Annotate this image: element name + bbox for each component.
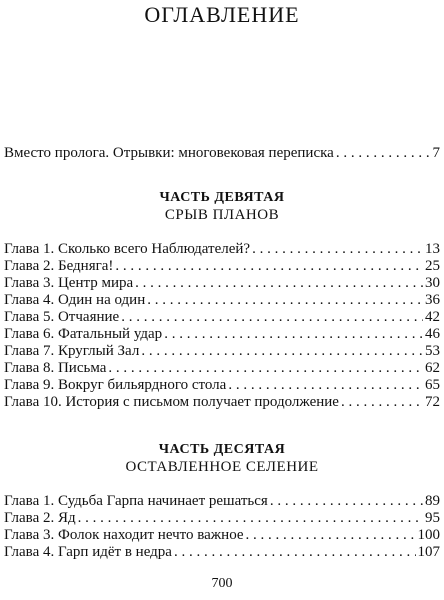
leader-dots xyxy=(341,394,423,411)
entry-label: Глава 5. Отчаяние xyxy=(4,309,120,325)
part-subheading: СРЫВ ПЛАНОВ xyxy=(164,207,280,223)
entry-label: Глава 1. Сколько всего Наблюдателей? xyxy=(4,241,251,257)
entry-label: Глава 7. Круглый Зал xyxy=(4,343,140,359)
part-heading: ЧАСТЬ ДЕСЯТАЯ xyxy=(158,442,286,457)
leader-dots xyxy=(121,309,423,326)
leader-dots xyxy=(108,360,423,377)
page-title: ОГЛАВЛЕНИЕ xyxy=(144,2,300,27)
part-subheading: ОСТАВЛЕННОЕ СЕЛЕНИЕ xyxy=(125,459,319,475)
toc-entry xyxy=(4,292,440,309)
toc-entry xyxy=(4,493,440,510)
entry-page-number: 7 xyxy=(432,145,440,161)
leader-dots xyxy=(78,510,423,527)
entry-label: Глава 8. Письма xyxy=(4,360,107,376)
entry-page-number: 95 xyxy=(425,510,440,526)
toc-entry xyxy=(4,241,440,258)
toc-entry xyxy=(4,544,440,561)
toc-entry xyxy=(4,510,440,527)
toc-entry xyxy=(4,258,440,275)
toc-entry xyxy=(4,343,440,360)
entry-page-number: 89 xyxy=(425,493,440,509)
entry-page-number: 25 xyxy=(425,258,440,274)
toc-entry xyxy=(4,309,440,326)
entry-page-number: 65 xyxy=(425,377,440,393)
leader-dots xyxy=(115,258,423,275)
leader-dots xyxy=(336,145,431,162)
entry-label: Глава 4. Гарп идёт в недра xyxy=(4,544,172,560)
entry-label: Глава 3. Фолок находит нечто важное xyxy=(4,527,244,543)
leader-dots xyxy=(228,377,423,394)
entry-page-number: 46 xyxy=(425,326,440,342)
entry-label: Глава 4. Один на один xyxy=(4,292,146,308)
leader-dots xyxy=(147,292,423,309)
toc-entry xyxy=(4,360,440,377)
leader-dots xyxy=(270,493,423,510)
leader-dots xyxy=(174,544,416,561)
toc-entry xyxy=(4,275,440,292)
entry-label: Глава 10. История с письмом получает продолжение xyxy=(4,394,339,410)
entry-page-number: 30 xyxy=(425,275,440,291)
entry-label: Глава 2. Яд xyxy=(4,510,76,526)
entry-page-number: 42 xyxy=(425,309,440,325)
leader-dots xyxy=(246,527,416,544)
entry-label: Глава 3. Центр мира xyxy=(4,275,134,291)
leader-dots xyxy=(164,326,423,343)
toc-entry xyxy=(4,527,440,544)
page-number-folio: 700 xyxy=(211,576,233,591)
entry-page-number: 53 xyxy=(425,343,440,359)
toc-entry xyxy=(4,377,440,394)
entry-page-number: 36 xyxy=(425,292,440,308)
leader-dots xyxy=(135,275,423,292)
entry-page-number: 13 xyxy=(425,241,440,257)
entry-label: Вместо пролога. Отрывки: многовековая переписка xyxy=(4,145,334,161)
leader-dots xyxy=(141,343,423,360)
entry-page-number: 107 xyxy=(417,544,440,560)
entry-label: Глава 9. Вокруг бильярдного стола xyxy=(4,377,227,393)
entry-label: Глава 2. Бедняга! xyxy=(4,258,114,274)
toc-entry-prologue xyxy=(4,145,440,162)
leader-dots xyxy=(252,241,423,258)
toc-entry xyxy=(4,326,440,343)
entry-label: Глава 6. Фатальный удар xyxy=(4,326,163,342)
toc-entry xyxy=(4,394,440,411)
entry-page-number: 62 xyxy=(425,360,440,376)
entry-label: Глава 1. Судьба Гарпа начинает решаться xyxy=(4,493,268,509)
part-heading: ЧАСТЬ ДЕВЯТАЯ xyxy=(159,190,285,205)
entry-page-number: 72 xyxy=(425,394,440,410)
entry-page-number: 100 xyxy=(417,527,440,543)
